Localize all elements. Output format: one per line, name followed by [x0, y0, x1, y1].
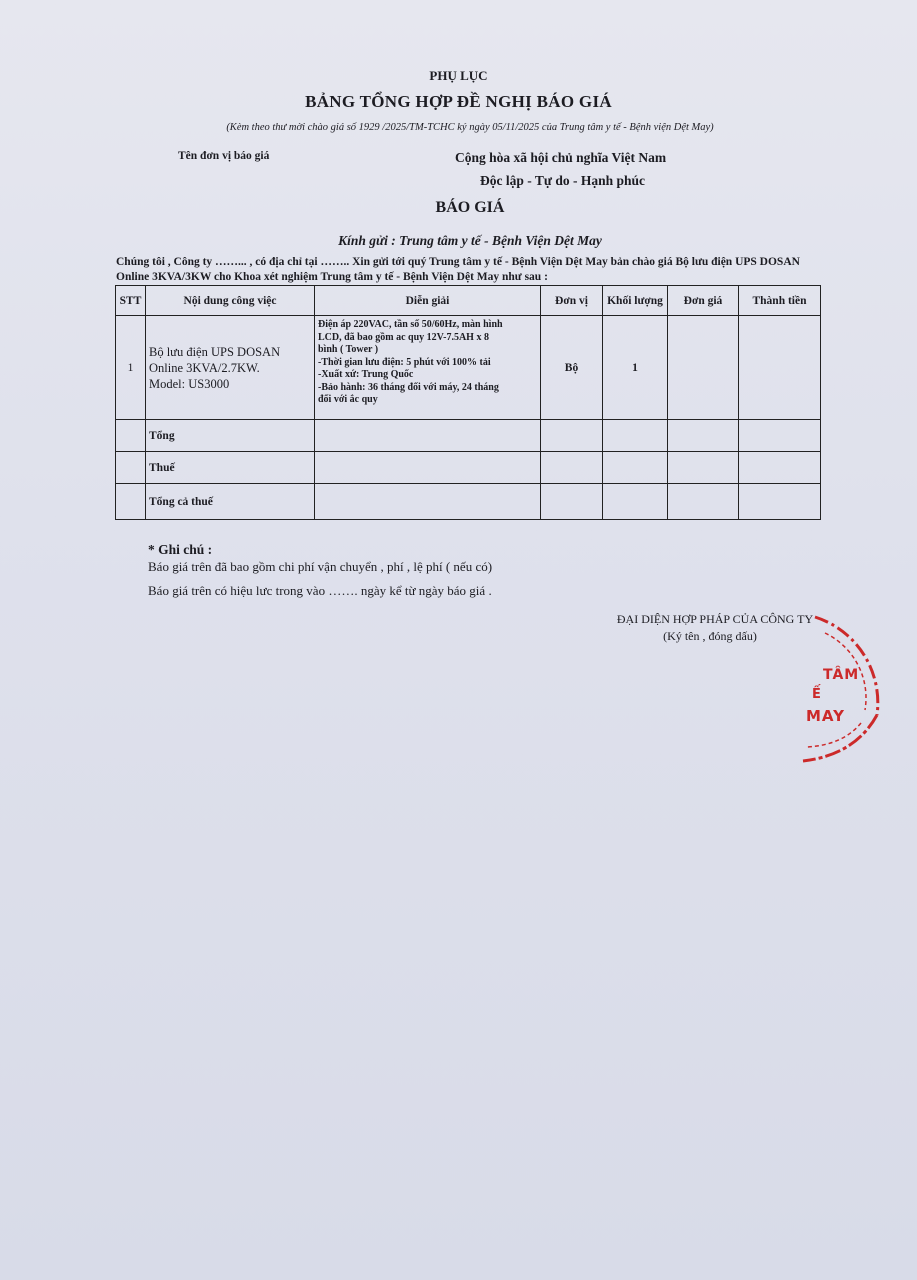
summary-row — [116, 452, 821, 484]
summary-cell — [739, 484, 821, 520]
document-title: BẢNG TỔNG HỢP ĐỀ NGHỊ BÁO GIÁ — [305, 92, 612, 111]
item-content — [146, 316, 315, 420]
header-description: Diễn giải — [315, 286, 541, 316]
recipient-line: Kính gửi : Trung tâm y tế - Bệnh Viện Dệt May — [338, 233, 602, 248]
note-item: Báo giá trên đã bao gồm chi phí vận chuyển , phí , lệ phí ( nếu có) — [148, 559, 493, 574]
header-total: Thành tiền — [739, 286, 821, 316]
stamp-text: TÂM — [823, 667, 860, 683]
summary-row — [116, 484, 821, 520]
summary-stt-cell — [116, 452, 146, 484]
item-description-line: -Bảo hành: 36 tháng đối với máy, 24 tháng — [318, 381, 499, 393]
summary-cell — [541, 484, 603, 520]
summary-cell — [541, 452, 603, 484]
item-description-line: Điện áp 220VAC, tần số 50/60Hz, màn hình — [318, 319, 503, 330]
summary-cell — [739, 420, 821, 452]
item-quantity: 1 — [603, 316, 668, 420]
header-content: Nội dung công việc — [146, 286, 315, 316]
note-item: Báo giá trên có hiệu lưc trong vào ……. ngày kể từ ngày báo giá . — [148, 583, 492, 598]
national-title: Cộng hòa xã hội chủ nghĩa Việt Nam — [455, 150, 667, 165]
item-stt: 1 — [116, 316, 146, 420]
item-description-line: bình ( Tower ) — [318, 344, 379, 355]
header-stt: STT — [116, 286, 146, 316]
summary-cell — [315, 420, 541, 452]
summary-label-total: Tổng — [146, 420, 315, 452]
item-content-line: Online 3KVA/2.7KW. — [149, 360, 260, 375]
header-quantity: Khối lượng — [603, 286, 668, 316]
header-unit-price: Đơn giá — [668, 286, 739, 316]
stamp-text: MAY — [806, 707, 845, 725]
company-stamp-icon — [795, 605, 895, 775]
item-unit: Bộ — [541, 316, 603, 420]
summary-label-tax: Thuế — [146, 452, 315, 484]
item-content-line: Model: US3000 — [149, 376, 230, 391]
quote-table — [115, 285, 821, 520]
summary-label-grand-total: Tổng cả thuế — [146, 484, 315, 520]
summary-cell — [315, 452, 541, 484]
item-content-line: Bộ lưu điện UPS DOSAN — [149, 344, 281, 359]
notes-title: * Ghi chú : — [148, 542, 213, 557]
quoting-unit-name: Tên đơn vị báo giá — [178, 150, 270, 162]
summary-cell — [603, 452, 668, 484]
national-motto: Độc lập - Tự do - Hạnh phúc — [480, 173, 646, 188]
summary-row — [116, 420, 821, 452]
summary-stt-cell — [116, 420, 146, 452]
summary-cell — [668, 452, 739, 484]
summary-cell — [603, 420, 668, 452]
signature-title: ĐẠI DIỆN HỢP PHÁP CỦA CÔNG TY — [616, 612, 814, 626]
item-description-line: -Xuất xứ: Trung Quốc — [318, 369, 414, 380]
item-description-line: -Thời gian lưu điện: 5 phút với 100% tải — [318, 356, 491, 368]
intro-paragraph: Chúng tôi , Công ty ……... , có địa chỉ tại …….. Xin gửi tới quý Trung tâm y tế - Bệnh Viện Dệt May bản chào giá Bộ lưu điện UPS DOSAN Online 3KVA/3KW cho Khoa xét nghiệm Trung tâm y tế - Bệnh Viện Dệt May như sau : — [116, 256, 800, 283]
summary-cell — [668, 484, 739, 520]
summary-cell — [603, 484, 668, 520]
item-description — [315, 316, 541, 420]
summary-stt-cell — [116, 484, 146, 520]
table-header-row — [116, 286, 821, 316]
signature-subtitle: (Ký tên , đóng dấu) — [663, 629, 757, 643]
summary-cell — [541, 420, 603, 452]
summary-cell — [668, 420, 739, 452]
item-total — [739, 316, 821, 420]
appendix-label: PHỤ LỤC — [429, 68, 488, 83]
table-row — [116, 316, 821, 420]
header-unit: Đơn vị — [541, 286, 603, 316]
item-unit-price — [668, 316, 739, 420]
item-description-line: LCD, đã bao gồm ac quy 12V-7.5AH x 8 — [318, 331, 489, 343]
summary-cell — [739, 452, 821, 484]
quote-title: BÁO GIÁ — [435, 199, 505, 216]
summary-cell — [315, 484, 541, 520]
item-description-line: đối với ắc quy — [318, 394, 378, 405]
stamp-text: Ế — [812, 687, 821, 702]
reference-line: (Kèm theo thư mời chào giá số 1929 /2025/TM-TCHC ký ngày 05/11/2025 của Trung tâm y tế - Bệnh viện Dệt May) — [226, 122, 714, 133]
